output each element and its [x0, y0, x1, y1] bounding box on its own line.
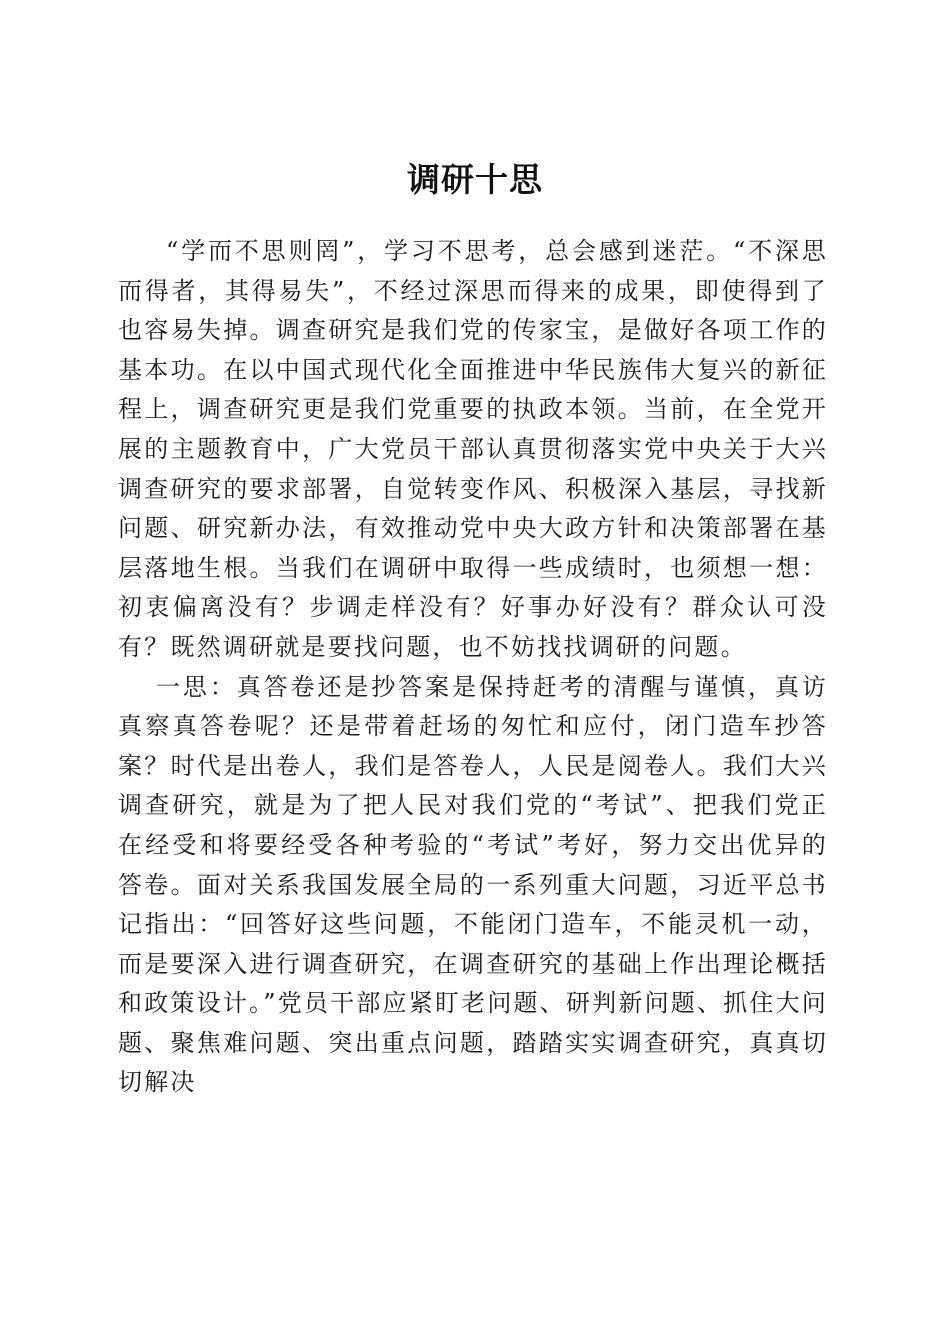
intro-paragraph: “学而不思则罔”，学习不思考，总会感到迷茫。“不深思而得者，其得易失”，不经过深思而得来的成果，即使得到了也容易失掉。调查研究是我们党的传家宝，是做好各项工作的基本功。在以中国式现代化全面推进中华民族伟大复兴的新征程上，调查研究更是我们党重要的执政本领。当前，在全党开展的主题教育中，广大党员干部认真贯彻落实党中央关于大兴调查研究的要求部署，自觉转变作风、积极深入基层，寻找新问题、研究新办法，有效推动党中央大政方针和决策部署在基层落地生根。当我们在调研中取得一些成绩时，也须想一想：初衷偏离没有？步调走样没有？好事办好没有？群众认可没有？既然调研就是要找问题，也不妨找找调研的问题。 [118, 237, 828, 661]
document-body [118, 232, 828, 1103]
first-reflection-paragraph: 一思：真答卷还是抄答案是保持赶考的清醒与谨慎，真访真察真答卷呢？还是带着赶场的匆忙和应付，闭门造车抄答案？时代是出卷人，我们是答卷人，人民是阅卷人。我们大兴调查研究，就是为了把人民对我们党的“考试”、把我们党正在经受和将要经受各种考验的“考试”考好，努力交出优异的答卷。面对关系我国发展全局的一系列重大问题，习近平总书记指出：“回答好这些问题，不能闭门造车，不能灵机一动，而是要深入进行调查研究，在调查研究的基础上作出理论概括和政策设计。”党员干部应紧盯老问题、研判新问题、抓住大问题、聚焦难问题、突出重点问题，踏踏实实调查研究，真真切切解决 [118, 672, 828, 1097]
document-title: 调研十思 [407, 160, 543, 200]
